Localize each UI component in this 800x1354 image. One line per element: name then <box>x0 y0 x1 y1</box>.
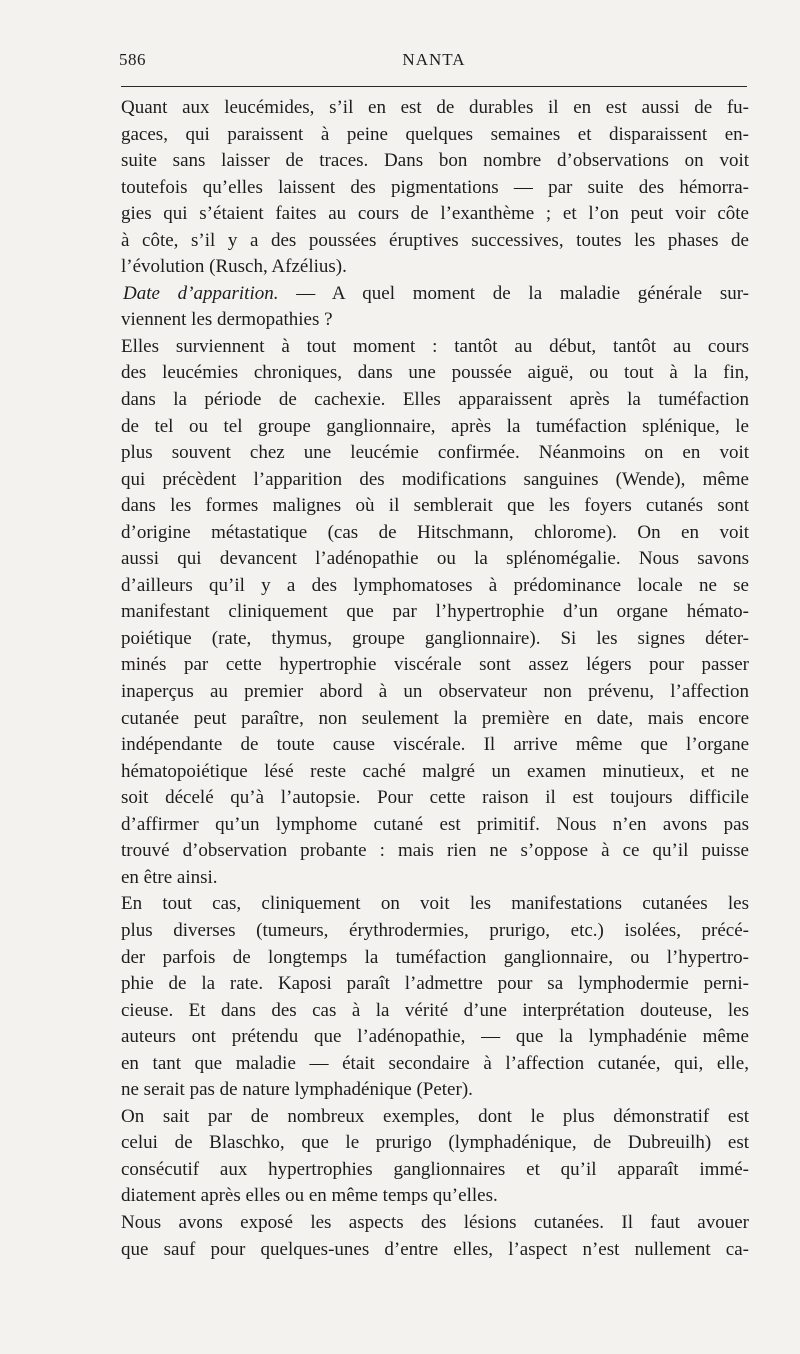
text-line: soit décelé qu’à l’autopsie. Pour cette raison il est toujours difficile <box>121 787 749 809</box>
text-line: gies qui s’étaient faites au cours de l’exanthème ; et l’on peut voir côte <box>121 203 749 225</box>
text-line: diatement après elles ou en même temps qu’elles. <box>121 1185 498 1207</box>
text-line: d’origine métastatique (cas de Hitschmann, chlorome). On en voit <box>121 521 749 543</box>
text-line: viennent les dermopathies ? <box>121 309 333 331</box>
section-heading-continuation: — A quel moment de la maladie générale sur- <box>278 282 749 304</box>
text-line: ne serait pas de nature lymphadénique (Peter). <box>121 1079 473 1101</box>
text-line: der parfois de longtemps la tuméfaction ganglionnaire, ou l’hypertro- <box>121 946 749 968</box>
text-line: dans la période de cachexie. Elles apparaissent après la tuméfaction <box>121 389 749 411</box>
text-line: poiétique (rate, thymus, groupe ganglionnaire). Si les signes déter- <box>121 627 749 649</box>
text-line: aussi qui devancent l’adénopathie ou la splénomégalie. Nous savons <box>121 548 749 570</box>
text-line: indépendante de toute cause viscérale. Il arrive même que l’organe <box>121 734 749 756</box>
text-line: auteurs ont prétendu que l’adénopathie, — que la lymphadénie même <box>121 1026 749 1048</box>
text-line: plus souvent chez une leucémie confirmée. Néanmoins on en voit <box>121 442 749 464</box>
text-line: dans les formes malignes où il semblerait que les foyers cutanés sont <box>121 495 749 517</box>
text-line: qui précèdent l’apparition des modifications sanguines (Wende), même <box>121 468 749 490</box>
text-line: On sait par de nombreux exemples, dont le plus démonstratif est <box>121 1105 749 1127</box>
text-line: minés par cette hypertrophie viscérale sont assez légers pour passer <box>121 654 749 676</box>
text-line: d’affirmer qu’un lymphome cutané est primitif. Nous n’en avons pas <box>121 813 749 835</box>
page-number: 586 <box>119 50 146 69</box>
running-title: NANTA <box>402 50 466 69</box>
text-line: trouvé d’observation probante : mais rien ne s’oppose à ce qu’il puisse <box>121 840 749 862</box>
text-line: consécutif aux hypertrophies ganglionnaires et qu’il apparaît immé- <box>121 1158 749 1180</box>
text-line: de tel ou tel groupe ganglionnaire, après la tuméfaction splénique, le <box>121 415 749 437</box>
text-line: à côte, s’il y a des poussées éruptives successives, toutes les phases de <box>121 229 749 251</box>
text-line: suite sans laisser de traces. Dans bon nombre d’observations on voit <box>121 150 749 172</box>
text-line: l’évolution (Rusch, Afzélius). <box>121 256 347 278</box>
text-line: Quant aux leucémides, s’il en est de durables il en est aussi de fu- <box>121 97 749 118</box>
text-line: toutefois qu’elles laissent des pigmentations — par suite des hémorra- <box>121 176 749 198</box>
text-line: cutanée peut paraître, non seulement la première en date, mais encore <box>121 707 749 729</box>
text-line: En tout cas, cliniquement on voit les manifestations cutanées les <box>121 893 749 915</box>
text-line: phie de la rate. Kaposi paraît l’admettre pour sa lymphodermie perni- <box>121 973 749 995</box>
text-line: manifestant cliniquement que par l’hypertrophie d’un organe hémato- <box>121 601 749 623</box>
text-line: d’ailleurs qu’il y a des lymphomatoses à prédominance locale ne se <box>121 574 749 596</box>
text-line: des leucémies chroniques, dans une poussée aiguë, ou tout à la fin, <box>121 362 749 384</box>
text-line: Nous avons exposé les aspects des lésions cutanées. Il faut avouer <box>121 1211 749 1233</box>
body-text <box>121 95 749 1263</box>
text-line-section-heading <box>121 281 749 308</box>
text-line: cieuse. Et dans des cas à la vérité d’une interprétation douteuse, les <box>121 999 749 1021</box>
section-heading: Date d’apparition. <box>123 282 279 304</box>
text-line: plus diverses (tumeurs, érythrodermies, prurigo, etc.) isolées, précé- <box>121 919 749 941</box>
header-rule <box>121 86 747 87</box>
page-header <box>119 50 749 76</box>
text-line: que sauf pour quelques-unes d’entre elles, l’aspect n’est nullement ca- <box>121 1238 749 1260</box>
text-line: gaces, qui paraissent à peine quelques semaines et disparaissent en- <box>121 123 749 145</box>
text-line: hématopoiétique lésé reste caché malgré un examen minutieux, et ne <box>121 760 749 782</box>
text-line: en être ainsi. <box>121 866 218 888</box>
text-line: Elles surviennent à tout moment : tantôt au début, tantôt au cours <box>121 335 749 357</box>
text-line: inaperçus au premier abord à un observateur non prévenu, l’affection <box>121 681 749 703</box>
text-line: celui de Blaschko, que le prurigo (lymphadénique, de Dubreuilh) est <box>121 1132 749 1154</box>
text-line: en tant que maladie — était secondaire à l’affection cutanée, qui, elle, <box>121 1052 749 1074</box>
